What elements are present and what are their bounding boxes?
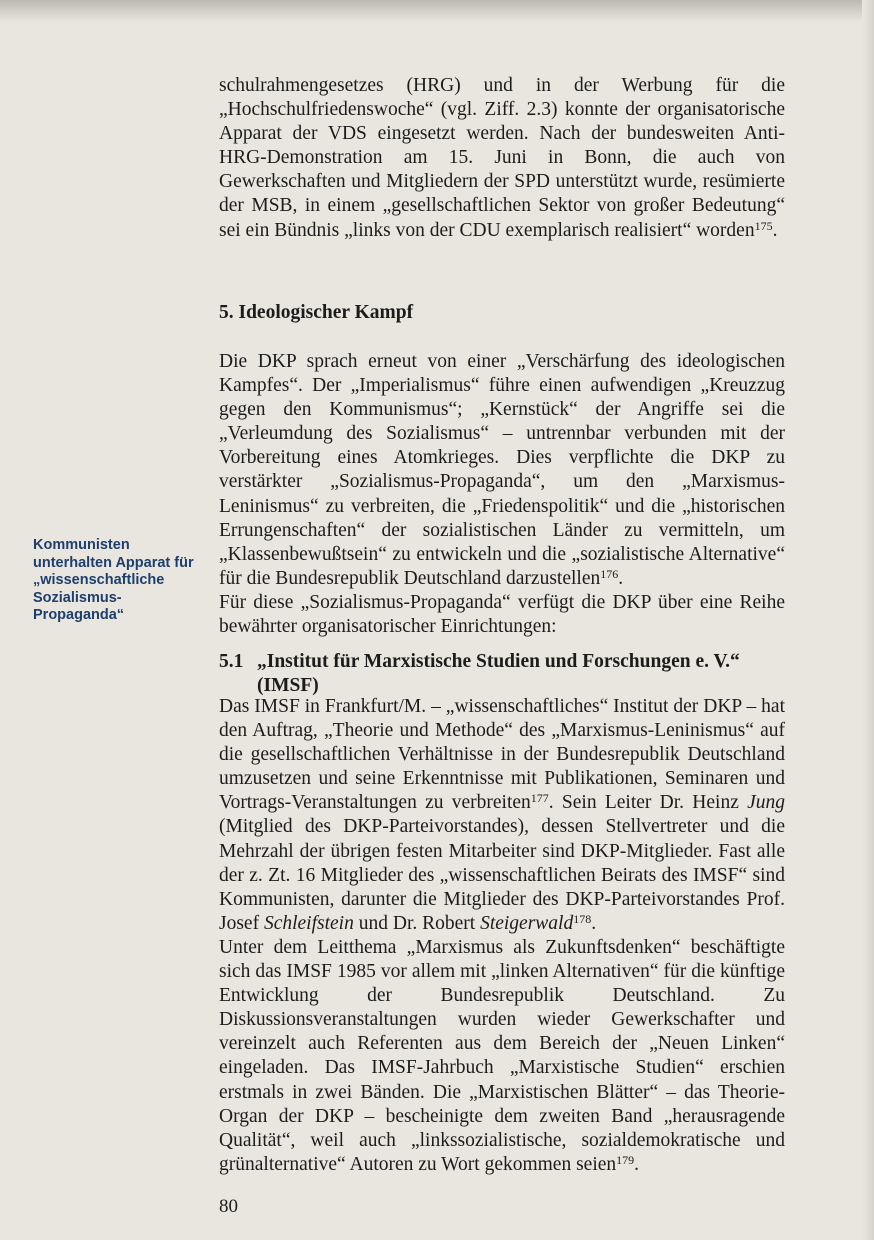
paragraph-2-text: Die DKP sprach erneut von einer „Verschärfung des ideologischen Kampfes“. Der „Imperialismus“ führe einen aufwendigen „Kreuzzug gegen den Kommunismus“; „Kernstück“ der Angriffe sei die „Verleumdung des Sozialismus“ – untrennbar verbunden mit der Vorbereitung eines Atomkrieges. Dies verpflichte die DKP zu verstärkter „Sozialismus-Propaganda“, um den „Marxismus-Leninismus“ zu verbreiten, die „Friedenspolitik“ und die „historischen Errungenschaften“ der sozialistischen Länder zu vermitteln, um „Klassenbewußtsein“ zu entwickeln und die „sozialistische Alternative“ für die Bundesrepublik Deutschland darzustellen [219,351,785,589]
paragraph-3-c: (Mitglied des DKP-Parteivorstandes), dessen Stellvertreter und die Mehrzahl der übrigen festen Mitarbeiter sind DKP-Mitglieder. Fast alle der z. Zt. 16 Mitglieder des „wissenschaftlichen Beirats des IMSF“ sind Kommunisten, darunter die Mitglieder des DKP-Parteivorstandes Prof. Josef [219,816,785,934]
page-number: 80 [219,1196,238,1217]
person-name-steigerwald: Steigerwald [480,912,574,934]
paragraph-1 [219,74,785,243]
footnote-179: 179 [616,1152,635,1167]
section-5-1-number: 5.1 [219,651,244,672]
margin-note: Kommunisten unterhalten Apparat für „wissenschaftliche Sozialismus-Propaganda“ [33,537,194,623]
footnote-178: 178 [573,911,592,926]
paragraph-3-b: . Sein Leiter Dr. Heinz [548,792,748,814]
footnote-176: 176 [600,566,619,581]
paragraph-2b: Für diese „Sozialismus-Propaganda“ verfügt die DKP über eine Reihe bewährter organisatorischer Einrichtungen: [219,591,785,638]
person-name-schleifstein: Schleifstein [263,912,354,934]
section-5-heading: 5. Ideologischer Kampf [219,302,414,323]
paragraph-4-text: Unter dem Leitthema „Marxismus als Zukunftsdenken“ beschäftigte sich das IMSF 1985 vor allem mit „linken Alternativen“ für die künftige Entwicklung der Bundesrepublik Deutschland. Zu Diskussionsveranstaltungen wurden wieder Gewerkschafter und vereinzelt auch Referenten aus dem Bereich der „Neuen Linken“ eingeladen. Das IMSF-Jahrbuch „Marxistische Studien“ erschien erstmals in zwei Bänden. Die „Marxistischen Blätter“ – das Theorie-Organ der DKP – bescheinigte dem zweiten Band „herausragende Qualität“, weil auch „linkssozialistische, sozialdemokratische und grünalternative“ Autoren zu Wort gekommen seien [219,936,785,1175]
footnote-175: 175 [754,218,773,233]
paragraph-2-end: . [618,567,624,589]
section-5-1-title-cont: (IMSF) [257,675,319,696]
page-right-shade [862,0,874,1240]
paragraph-2 [219,350,785,639]
paragraph-1-text: schulrahmengesetzes (HRG) und in der Werbung für die „Hochschulfriedenswoche“ (vgl. Ziff. 2.3) konnte der organisatorische Apparat der VDS eingesetzt werden. Nach der bundesweiten Anti-HRG-Demonstration am 15. Juni in Bonn, die auch von Gewerkschaften und Mitgliedern der SPD unterstützt wurde, resümierte der MSB, in einem „gesellschaftlichen Sektor von großer Bedeutung“ sei ein Bündnis „links von der CDU exemplarisch realisiert“ worden [219,75,785,241]
paragraph-3-d: und Dr. Robert [353,912,481,934]
paragraph-4-end: . [634,1153,640,1175]
section-5-1-heading [219,650,785,698]
paragraph-1-end: . [772,219,778,241]
footnote-177: 177 [530,791,549,806]
paragraph-3 [219,695,785,1177]
paragraph-3-a: Das IMSF in Frankfurt/M. – „wissenschaftliches“ Institut der DKP – hat den Auftrag, „Theorie und Methode“ des „Marxismus-Leninismus“ auf die gesellschaftlichen Verhältnisse in der Bundesrepublik Deutschland umzusetzen und seine Erkenntnisse mit Publikationen, Seminaren und Vortrags-Veranstaltungen zu verbreiten [219,696,785,814]
person-name-jung: Jung [747,792,786,814]
section-5-1-title: „Institut für Marxistische Studien und Forschungen e. V.“ [257,651,740,672]
paragraph-3-e: . [591,912,597,934]
page-top-shadow [0,0,874,22]
